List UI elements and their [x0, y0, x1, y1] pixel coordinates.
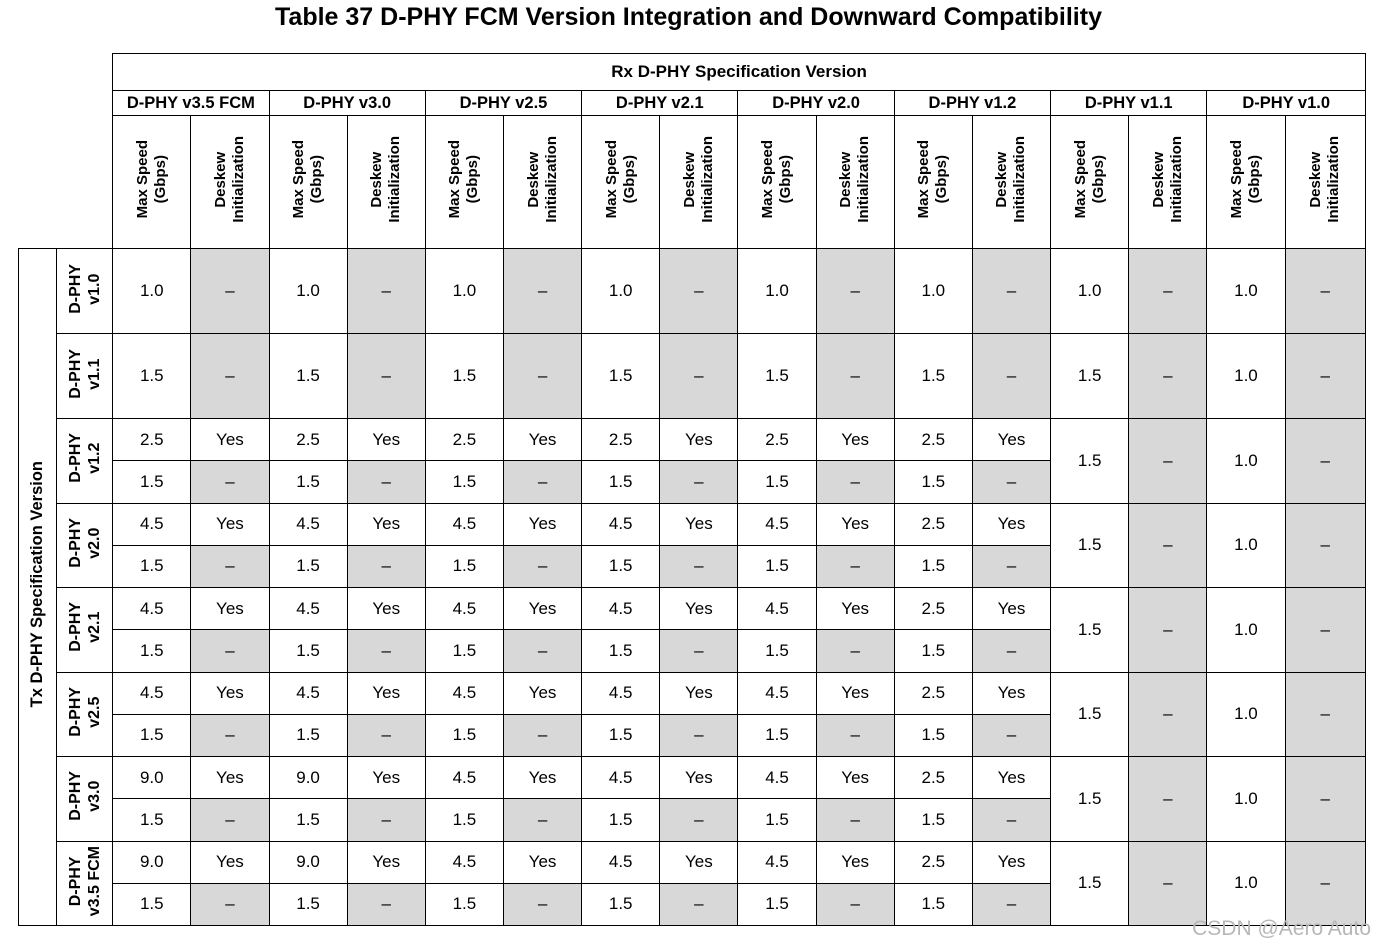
deskew-header-text: Deskew Initialization [993, 136, 1029, 223]
speed-cell: 2.5 [113, 419, 191, 461]
deskew-header [1129, 116, 1207, 249]
speed-cell: 4.5 [738, 757, 816, 799]
speed-cell: 2.5 [738, 419, 816, 461]
speed-cell: 4.5 [425, 503, 503, 545]
speed-cell: 1.5 [894, 883, 972, 926]
deskew-cell: – [1285, 672, 1365, 757]
deskew-header-text: Deskew Initialization [1149, 136, 1185, 223]
deskew-header [191, 116, 269, 249]
speed-cell: 4.5 [269, 672, 347, 714]
speed-cell: 1.5 [738, 630, 816, 673]
max-speed-header-text: Max Speed (Gbps) [602, 140, 638, 219]
header-corner [19, 54, 113, 249]
deskew-cell: – [660, 461, 738, 504]
deskew-cell: – [660, 545, 738, 588]
speed-cell: 1.5 [1051, 672, 1129, 757]
sub-header-row [19, 116, 1366, 249]
tx-version-header: D-PHY v2.1 [57, 588, 113, 673]
rx-version-header: D-PHY v3.5 FCM [113, 91, 269, 116]
deskew-cell: Yes [972, 419, 1050, 461]
deskew-cell: Yes [347, 841, 425, 883]
deskew-cell: Yes [503, 757, 581, 799]
deskew-header [816, 116, 894, 249]
deskew-cell: Yes [972, 757, 1050, 799]
deskew-cell: Yes [347, 757, 425, 799]
deskew-cell: – [1285, 334, 1365, 419]
speed-cell: 1.5 [269, 461, 347, 504]
rx-version-header: D-PHY v3.0 [269, 91, 425, 116]
speed-cell: 1.5 [425, 799, 503, 842]
speed-cell: 1.5 [582, 799, 660, 842]
speed-cell: 1.5 [582, 545, 660, 588]
deskew-cell: – [816, 714, 894, 757]
deskew-cell: – [503, 334, 581, 419]
speed-cell: 1.5 [113, 714, 191, 757]
speed-cell: 1.0 [1207, 588, 1285, 673]
deskew-cell: Yes [660, 672, 738, 714]
deskew-cell: – [1285, 249, 1365, 334]
deskew-cell: – [972, 461, 1050, 504]
deskew-cell: – [191, 799, 269, 842]
deskew-cell: Yes [503, 841, 581, 883]
deskew-cell: Yes [347, 419, 425, 461]
max-speed-header-text: Max Speed (Gbps) [915, 140, 951, 219]
speed-cell: 1.5 [1051, 757, 1129, 842]
table-row [19, 672, 1366, 714]
deskew-header [503, 116, 581, 249]
deskew-cell: – [972, 630, 1050, 673]
speed-cell: 1.0 [269, 249, 347, 334]
speed-cell: 1.5 [894, 334, 972, 419]
speed-cell: 1.5 [1051, 334, 1129, 419]
tx-version-header: D-PHY v2.0 [57, 503, 113, 588]
deskew-cell: Yes [347, 588, 425, 630]
speed-cell: 4.5 [582, 503, 660, 545]
deskew-cell: Yes [191, 419, 269, 461]
speed-cell: 1.5 [113, 883, 191, 926]
max-speed-header-text: Max Speed (Gbps) [133, 140, 169, 219]
deskew-cell: – [191, 714, 269, 757]
deskew-cell: – [347, 545, 425, 588]
deskew-cell: Yes [191, 757, 269, 799]
speed-cell: 4.5 [738, 503, 816, 545]
table-row [19, 841, 1366, 883]
speed-cell: 1.5 [738, 334, 816, 419]
deskew-cell: – [347, 461, 425, 504]
deskew-cell: Yes [660, 588, 738, 630]
deskew-cell: Yes [972, 672, 1050, 714]
deskew-cell: – [191, 883, 269, 926]
tx-version-header: D-PHY v3.0 [57, 757, 113, 842]
speed-cell: 1.0 [1207, 672, 1285, 757]
deskew-cell: Yes [503, 419, 581, 461]
deskew-cell: – [347, 334, 425, 419]
deskew-cell: – [660, 630, 738, 673]
speed-cell: 1.0 [1207, 503, 1285, 588]
deskew-cell: – [816, 799, 894, 842]
speed-cell: 1.5 [582, 630, 660, 673]
speed-cell: 1.5 [582, 714, 660, 757]
deskew-cell: – [816, 630, 894, 673]
deskew-header-text: Deskew Initialization [1307, 136, 1343, 223]
speed-cell: 1.0 [1207, 249, 1285, 334]
tx-version-header: D-PHY v1.1 [57, 334, 113, 419]
table-row [19, 588, 1366, 630]
speed-cell: 4.5 [425, 841, 503, 883]
deskew-cell: – [503, 714, 581, 757]
speed-cell: 2.5 [894, 419, 972, 461]
rx-version-header: D-PHY v2.0 [738, 91, 894, 116]
deskew-cell: Yes [816, 503, 894, 545]
deskew-cell: Yes [191, 588, 269, 630]
speed-cell: 1.5 [738, 799, 816, 842]
speed-cell: 1.5 [738, 461, 816, 504]
deskew-header-text: Deskew Initialization [680, 136, 716, 223]
max-speed-header-text: Max Speed (Gbps) [290, 140, 326, 219]
deskew-cell: Yes [191, 672, 269, 714]
deskew-cell: Yes [660, 419, 738, 461]
speed-cell: 4.5 [738, 588, 816, 630]
deskew-header [972, 116, 1050, 249]
speed-cell: 2.5 [894, 588, 972, 630]
deskew-cell: – [972, 545, 1050, 588]
max-speed-header [269, 116, 347, 249]
deskew-cell: – [816, 334, 894, 419]
speed-cell: 4.5 [113, 672, 191, 714]
speed-cell: 1.5 [425, 334, 503, 419]
speed-cell: 1.5 [113, 630, 191, 673]
max-speed-header [1051, 116, 1129, 249]
deskew-cell: Yes [347, 672, 425, 714]
deskew-cell: – [972, 714, 1050, 757]
deskew-cell: Yes [816, 672, 894, 714]
compatibility-table [18, 53, 1366, 926]
deskew-cell: Yes [972, 841, 1050, 883]
rx-version-row [19, 91, 1366, 116]
deskew-header-text: Deskew Initialization [524, 136, 560, 223]
speed-cell: 1.0 [738, 249, 816, 334]
speed-cell: 4.5 [425, 588, 503, 630]
rx-version-header: D-PHY v2.1 [582, 91, 738, 116]
speed-cell: 1.5 [1051, 503, 1129, 588]
deskew-cell: – [660, 334, 738, 419]
deskew-cell: Yes [503, 503, 581, 545]
deskew-cell: – [1129, 419, 1207, 504]
speed-cell: 4.5 [113, 588, 191, 630]
deskew-cell: – [503, 461, 581, 504]
deskew-cell: Yes [191, 841, 269, 883]
max-speed-header [1207, 116, 1285, 249]
speed-cell: 1.5 [1051, 419, 1129, 504]
speed-cell: 9.0 [113, 757, 191, 799]
speed-cell: 2.5 [582, 419, 660, 461]
speed-cell: 2.5 [894, 841, 972, 883]
deskew-cell: – [1129, 249, 1207, 334]
max-speed-header-text: Max Speed (Gbps) [759, 140, 795, 219]
tx-version-header: D-PHY v3.5 FCM [57, 841, 113, 926]
speed-cell: 1.5 [582, 461, 660, 504]
deskew-cell: – [1129, 588, 1207, 673]
deskew-cell: – [347, 799, 425, 842]
max-speed-header [894, 116, 972, 249]
table-title: Table 37 D-PHY FCM Version Integration and Downward Compatibility [275, 3, 1102, 31]
deskew-cell: Yes [816, 419, 894, 461]
speed-cell: 4.5 [269, 503, 347, 545]
table-row [19, 503, 1366, 545]
deskew-cell: – [191, 630, 269, 673]
deskew-cell: – [1129, 334, 1207, 419]
rx-version-header: D-PHY v1.1 [1051, 91, 1207, 116]
speed-cell: 1.5 [113, 799, 191, 842]
speed-cell: 1.5 [894, 630, 972, 673]
deskew-cell: – [660, 714, 738, 757]
speed-cell: 1.5 [894, 461, 972, 504]
deskew-cell: Yes [660, 503, 738, 545]
deskew-cell: – [503, 249, 581, 334]
speed-cell: 1.5 [113, 461, 191, 504]
deskew-cell: – [816, 249, 894, 334]
speed-cell: 1.5 [425, 630, 503, 673]
speed-cell: 4.5 [738, 672, 816, 714]
tx-spec-header: Tx D-PHY Specification Version [19, 249, 57, 926]
speed-cell: 1.5 [1051, 841, 1129, 926]
deskew-cell: – [972, 883, 1050, 926]
deskew-cell: – [1285, 588, 1365, 673]
speed-cell: 9.0 [269, 841, 347, 883]
table-body [19, 249, 1366, 926]
speed-cell: 1.5 [425, 883, 503, 926]
deskew-header [1285, 116, 1365, 249]
deskew-cell: – [347, 714, 425, 757]
deskew-cell: – [1129, 757, 1207, 842]
speed-cell: 4.5 [582, 841, 660, 883]
deskew-header-text: Deskew Initialization [837, 136, 873, 223]
speed-cell: 1.5 [1051, 588, 1129, 673]
speed-cell: 2.5 [269, 419, 347, 461]
tx-version-header: D-PHY v2.5 [57, 672, 113, 757]
deskew-cell: Yes [503, 588, 581, 630]
speed-cell: 1.5 [738, 883, 816, 926]
max-speed-header [425, 116, 503, 249]
speed-cell: 2.5 [894, 503, 972, 545]
deskew-cell: – [972, 799, 1050, 842]
speed-cell: 4.5 [113, 503, 191, 545]
table-row [19, 334, 1366, 419]
deskew-cell: – [347, 249, 425, 334]
deskew-header [347, 116, 425, 249]
table-row [19, 757, 1366, 799]
deskew-header [660, 116, 738, 249]
deskew-cell: Yes [191, 503, 269, 545]
speed-cell: 1.5 [269, 630, 347, 673]
deskew-cell: – [1285, 841, 1365, 926]
speed-cell: 1.0 [1207, 841, 1285, 926]
table-row [19, 249, 1366, 334]
speed-cell: 1.5 [738, 714, 816, 757]
speed-cell: 1.0 [1207, 757, 1285, 842]
speed-cell: 2.5 [425, 419, 503, 461]
deskew-cell: – [660, 249, 738, 334]
max-speed-header-text: Max Speed (Gbps) [446, 140, 482, 219]
speed-cell: 1.5 [582, 883, 660, 926]
deskew-cell: – [816, 461, 894, 504]
speed-cell: 1.5 [894, 714, 972, 757]
speed-cell: 1.5 [269, 714, 347, 757]
deskew-cell: – [347, 630, 425, 673]
speed-cell: 1.5 [425, 545, 503, 588]
deskew-cell: – [972, 249, 1050, 334]
speed-cell: 1.5 [269, 883, 347, 926]
speed-cell: 4.5 [582, 672, 660, 714]
deskew-cell: – [503, 883, 581, 926]
speed-cell: 4.5 [738, 841, 816, 883]
max-speed-header-text: Max Speed (Gbps) [1227, 140, 1263, 219]
max-speed-header-text: Max Speed (Gbps) [1071, 140, 1107, 219]
rx-version-header: D-PHY v2.5 [425, 91, 581, 116]
rx-version-header: D-PHY v1.2 [894, 91, 1050, 116]
speed-cell: 4.5 [582, 757, 660, 799]
speed-cell: 1.5 [113, 545, 191, 588]
deskew-cell: Yes [660, 841, 738, 883]
deskew-cell: – [1129, 672, 1207, 757]
speed-cell: 4.5 [582, 588, 660, 630]
deskew-cell: – [1129, 503, 1207, 588]
deskew-cell: Yes [972, 588, 1050, 630]
rx-version-header: D-PHY v1.0 [1207, 91, 1366, 116]
deskew-cell: Yes [660, 757, 738, 799]
rx-spec-header: Rx D-PHY Specification Version [113, 54, 1366, 91]
watermark: CSDN @Aero Auto [1192, 917, 1371, 940]
speed-cell: 1.5 [894, 799, 972, 842]
speed-cell: 4.5 [269, 588, 347, 630]
max-speed-header [582, 116, 660, 249]
speed-cell: 1.5 [269, 334, 347, 419]
deskew-header-text: Deskew Initialization [368, 136, 404, 223]
deskew-cell: – [1285, 503, 1365, 588]
speed-cell: 1.5 [738, 545, 816, 588]
deskew-cell: – [972, 334, 1050, 419]
deskew-cell: – [503, 545, 581, 588]
deskew-cell: – [816, 883, 894, 926]
deskew-cell: – [660, 883, 738, 926]
table-row [19, 419, 1366, 461]
deskew-cell: Yes [972, 503, 1050, 545]
tx-version-header: D-PHY v1.2 [57, 419, 113, 504]
speed-cell: 1.5 [269, 545, 347, 588]
speed-cell: 1.5 [582, 334, 660, 419]
deskew-cell: – [503, 799, 581, 842]
deskew-cell: – [1285, 419, 1365, 504]
deskew-cell: – [503, 630, 581, 673]
speed-cell: 1.5 [425, 461, 503, 504]
max-speed-header [113, 116, 191, 249]
speed-cell: 1.0 [113, 249, 191, 334]
speed-cell: 1.0 [582, 249, 660, 334]
speed-cell: 2.5 [894, 672, 972, 714]
deskew-header-text: Deskew Initialization [211, 136, 247, 223]
speed-cell: 1.5 [425, 714, 503, 757]
speed-cell: 9.0 [113, 841, 191, 883]
deskew-cell: – [1285, 757, 1365, 842]
deskew-cell: – [660, 799, 738, 842]
deskew-cell: Yes [347, 503, 425, 545]
speed-cell: 1.0 [1207, 419, 1285, 504]
speed-cell: 1.5 [113, 334, 191, 419]
speed-cell: 1.0 [1207, 334, 1285, 419]
speed-cell: 1.0 [894, 249, 972, 334]
deskew-cell: Yes [816, 757, 894, 799]
deskew-cell: Yes [503, 672, 581, 714]
deskew-cell: – [1129, 841, 1207, 926]
speed-cell: 1.5 [269, 799, 347, 842]
speed-cell: 1.5 [894, 545, 972, 588]
deskew-cell: Yes [816, 588, 894, 630]
speed-cell: 9.0 [269, 757, 347, 799]
speed-cell: 1.0 [1051, 249, 1129, 334]
speed-cell: 1.0 [425, 249, 503, 334]
deskew-cell: – [816, 545, 894, 588]
deskew-cell: Yes [816, 841, 894, 883]
speed-cell: 4.5 [425, 757, 503, 799]
deskew-cell: – [191, 545, 269, 588]
speed-cell: 2.5 [894, 757, 972, 799]
deskew-cell: – [347, 883, 425, 926]
deskew-cell: – [191, 461, 269, 504]
max-speed-header [738, 116, 816, 249]
tx-version-header: D-PHY v1.0 [57, 249, 113, 334]
deskew-cell: – [191, 249, 269, 334]
deskew-cell: – [191, 334, 269, 419]
speed-cell: 4.5 [425, 672, 503, 714]
